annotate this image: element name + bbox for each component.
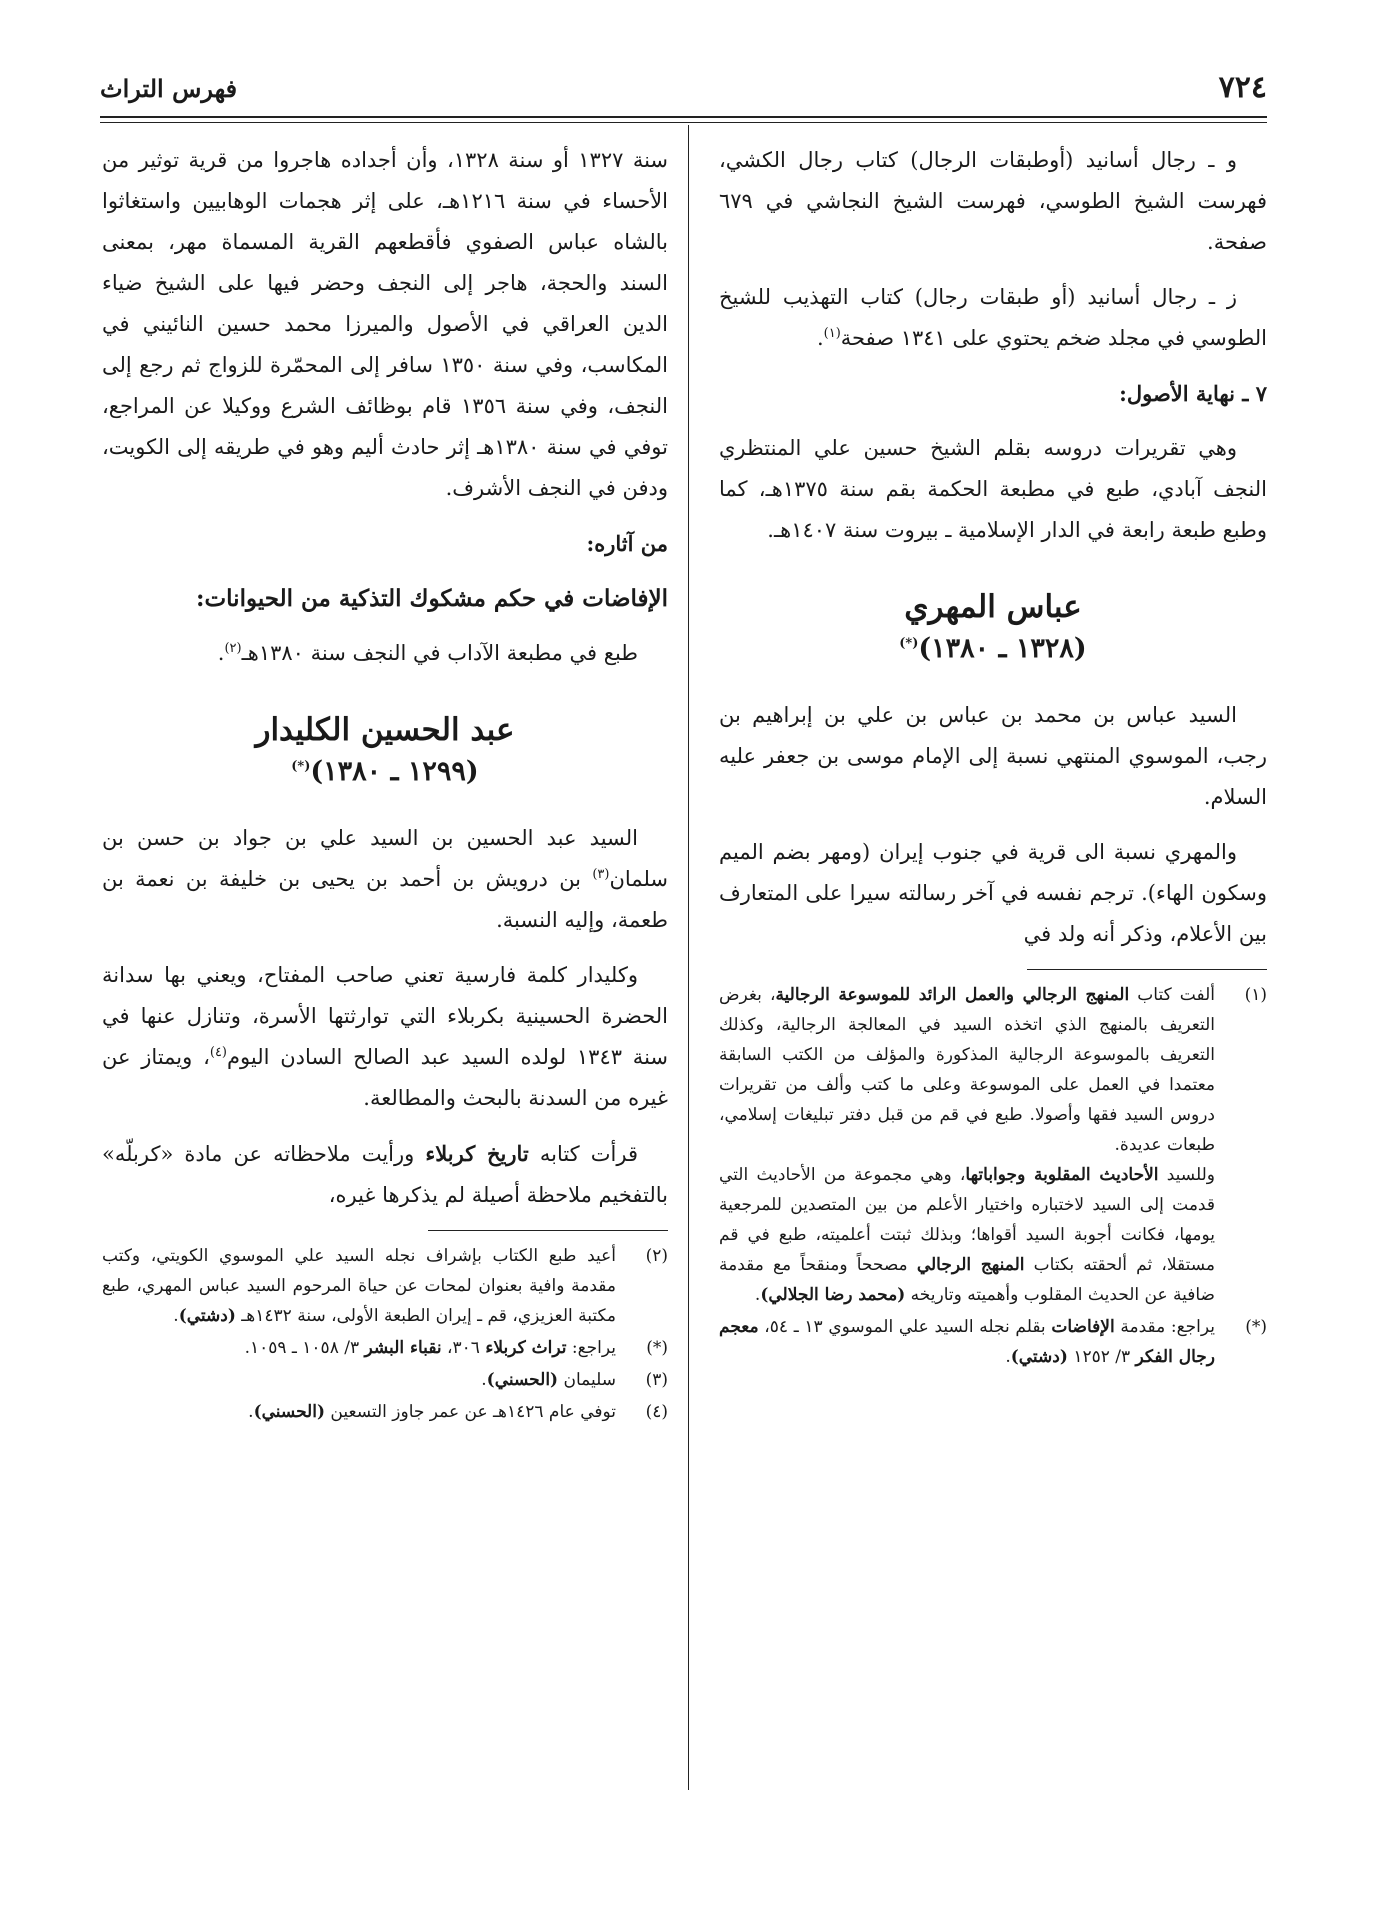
entry-title: عبد الحسين الكليدار <box>255 712 515 748</box>
footnote: (٢) أعيد طبع الكتاب بإشراف نجله السيد علي الموسوي الكويتي، وكتب مقدمة وافية بعنوان لمحات عن حياة المرحوم السيد عباس المهري، طبع مكتبة العزيزي، قم ـ إيران الطبعة الأولى، سنة ١٤٣٢هـ (دشتي). <box>102 1246 668 1326</box>
running-title: فهرس التراث <box>100 74 238 103</box>
paragraph: قرأت كتابه تاريخ كربلاء ورأيت ملاحظاته عن مادة «كربلّه» بالتفخيم ملاحظة أصيلة لم يذكرها غيره، <box>102 1141 668 1207</box>
paragraph: وكليدار كلمة فارسية تعني صاحب المفتاح، ويعني بها سدانة الحضرة الحسينية بكربلاء التي توارثتها الأسرة، وتنازل عنها في سنة ١٣٤٣ لولده السيد عبد الصالح السادن اليوم$^{(٤)}$، ويمتاز عن غيره من السدنة بالبحث والمطالعة. <box>102 963 668 1110</box>
footnote: (٤) توفي عام ١٤٢٦هـ عن عمر جاوز التسعين (الحسني). <box>248 1402 668 1422</box>
footnote: (*) يراجع: تراث كربلاء ٣٠٦، نقباء البشر ٣/ ١٠٥٨ ـ ١٠٥٩. <box>244 1338 668 1358</box>
footnote: (١) ألفت كتاب المنهج الرجالي والعمل الرائد للموسوعة الرجالية، بغرض التعريف بالمنهج الذي اتخذه السيد في المعالجة الرجالية، وكذلك التعريف بالموسوعة الرجالية المذكورة والمؤلف من الكتب السابقة معتمدا في العمل على الموسوعة وعلى ما كتب وألف من تقريرات دروس السيد فقها وأصولا. طبع في قم من قبل دفتر تبليغات إسلامي، طبعات عديدة. وللسيد الأحاديث المقلوبة وجواباتها، وهي مجموعة من الأحاديث التي قدمت إلى السيد لاختباره واختيار الأعلم من بين المتصدين للمرجعية يومها، فكانت أجوبة السيد أقواها؛ وبذلك ثبتت أعلميته، طبع في قم مستقلا، ثم ألحقته بكتاب المنهج الرجالي مصححاً ومنقحاً مع مقدمة ضافية عن الحديث المقلوب وأهميته وتاريخه (محمد رضا الجلالي). <box>719 985 1267 1305</box>
item-waw: و ـ رجال أسانيد (أوطبقات الرجال) كتاب رجال الكشي، فهرست الشيخ الطوسي، فهرست الشيخ النجاشي في ٦٧٩ صفحة. <box>719 148 1267 254</box>
entry-dates: (١٢٩٩ ـ ١٣٨٠)(*) <box>291 756 479 787</box>
left-column <box>102 140 668 1429</box>
work-title: الإفاضات في حكم مشكوك التذكية من الحيوانات: <box>196 585 668 612</box>
item-zay: ز ـ رجال أسانيد (أو طبقات رجال) كتاب التهذيب للشيخ الطوسي في مجلد ضخم يحتوي على ١٣٤١ صفحة$^{(١)}$. <box>719 285 1267 350</box>
header-rule <box>100 116 1267 123</box>
paragraph: السيد عبد الحسين بن السيد علي بن جواد بن حسن بن سلمان$^{(٣)}$ بن درويش بن أحمد بن يحيى بن خليفة بن نعمة بن طعمة، وإليه النسبة. <box>102 826 668 932</box>
footnote-ref: (٣) <box>592 867 610 882</box>
paragraph: والمهري نسبة الى قرية في جنوب إيران (ومهر بضم الميم وسكون الهاء). ترجم نفسه في آخر رسالته سيرا على المتعارف بين الأعلام، وذكر أنه ولد في <box>719 840 1267 946</box>
paragraph: السيد عباس بن محمد بن عباس بن علي بن إبراهيم بن رجب، الموسوي المنتهي نسبة إلى الإمام موسى بن جعفر عليه السلام. <box>719 703 1267 809</box>
paragraph: وهي تقريرات دروسه بقلم الشيخ حسين علي المنتظري النجف آبادي، طبع في مطبعة الحكمة بقم سنة ١٣٧٥هـ، كما وطبع طبعة رابعة في الدار الإسلامية ـ بيروت سنة ١٤٠٧هـ. <box>719 436 1267 542</box>
footnote-ref: (٢) <box>224 641 242 656</box>
entry-dates: (١٣٢٨ ـ ١٣٨٠)(*) <box>899 633 1087 664</box>
column-divider <box>688 125 689 1790</box>
works-heading: من آثاره: <box>586 531 668 556</box>
entry-title: عباس المهري <box>904 589 1082 625</box>
paragraph: سنة ١٣٢٧ أو سنة ١٣٢٨، وأن أجداده هاجروا من قرية توثير من الأحساء في سنة ١٢١٦هـ، على إثر هجمات الوهابيين واستغاثوا بالشاه عباس الصفوي فأقطعهم القرية المسماة مهر، بمعنى السند والحجة، هاجر إلى النجف وحضر فيها على الشيخ ضياء الدين العراقي في الأصول والميرزا محمد حسين النائيني في المكاسب، وفي سنة ١٣٥٠ سافر إلى المحمّرة للزواج ثم رجع إلى النجف، وفي سنة ١٣٥٦ قام بوظائف الشرع ووكيلا عن المراجع، توفي في سنة ١٣٨٠هـ إثر حادث أليم وهو في طريقه إلى الكويت، ودفن في النجف الأشرف. <box>102 148 669 500</box>
footnote-rule <box>428 1230 668 1231</box>
footnote-ref: (٤) <box>209 1045 227 1060</box>
page-number: ٧٢٤ <box>1218 70 1267 105</box>
work-note: طبع في مطبعة الآداب في النجف سنة ١٣٨٠هـ$^{(٢)}$. <box>217 641 638 665</box>
footnote-rule <box>1027 969 1267 970</box>
page-header <box>100 70 1267 114</box>
footnote: (*) يراجع: مقدمة الإفاضات بقلم نجله السيد علي الموسوي ١٣ ـ ٥٤، معجم رجال الفكر ٣/ ١٢٥٢ (دشتي). <box>719 1317 1267 1367</box>
right-column <box>719 140 1267 1374</box>
footnote: (٣) سليمان (الحسني). <box>481 1370 668 1390</box>
section-heading: ٧ ـ نهاية الأصول: <box>1119 381 1267 406</box>
footnote-ref: (١) <box>823 326 841 341</box>
